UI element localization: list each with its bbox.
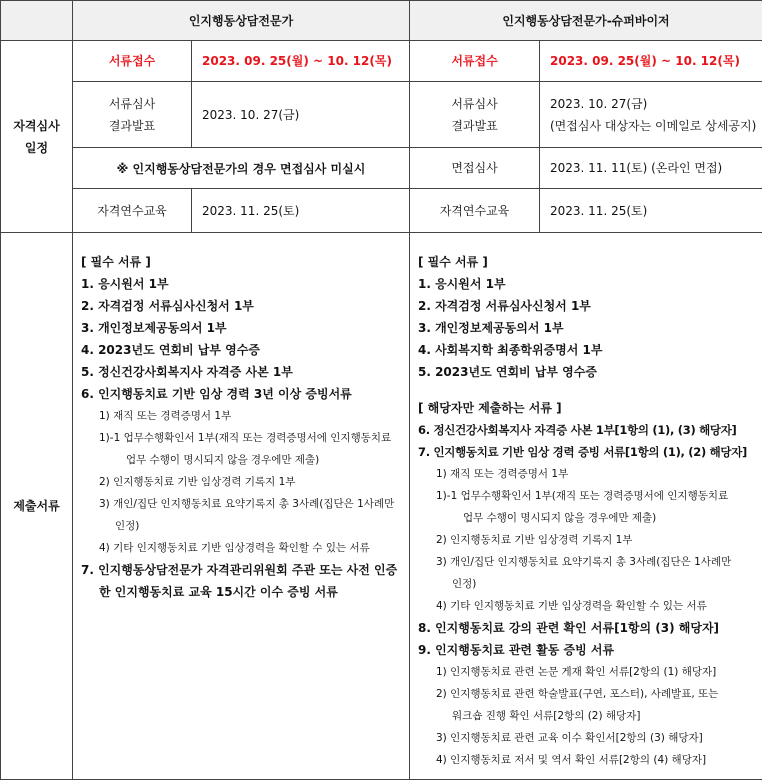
left-review-label-line2: 결과발표 [73,115,191,137]
documents-section-label: 제출서류 [1,233,73,780]
right-doc-subitem: 2) 인지행동치료 기반 임상경력 기록지 1부 [418,529,756,551]
right-review-result-value [540,82,762,148]
right-doc-item: 3. 개인정보제공동의서 1부 [418,317,756,339]
header-corner [1,1,73,41]
right-doc-subitem: 4) 인지행동치료 저서 및 역서 확인 서류[2항의 (4) 해당자] [418,749,756,771]
right-doc-subitem: 3) 개인/집단 인지행동치료 요약기록지 총 3사례(집단은 1사례만 [418,551,756,573]
left-doc-subitem: 1)-1 업무수행확인서 1부(재직 또는 경력증명서에 인지행동치료 [81,427,403,449]
header-col-specialist: 인지행동상담전문가 [73,1,410,41]
left-doc-item: 6. 인지행동치료 기반 임상 경력 3년 이상 증빙서류 [81,383,403,405]
right-doc-subitem: 4) 기타 인지행동치료 기반 임상경력을 확인할 수 있는 서류 [418,595,756,617]
left-doc-item: 2. 자격검정 서류심사신청서 1부 [81,295,403,317]
left-documents-cell [73,233,410,780]
right-conditional-heading: [ 해당자만 제출하는 서류 ] [418,397,756,419]
right-training-date: 2023. 11. 25(토) [540,189,762,233]
right-review-label-line2: 결과발표 [410,115,539,137]
left-doc-subitem: 4) 기타 인지행동치료 기반 임상경력을 확인할 수 있는 서류 [81,537,403,559]
left-review-label-line1: 서류심사 [73,93,191,115]
left-no-interview-note: ※ 인지행동상담전문가의 경우 면접심사 미실시 [73,148,410,189]
right-doc-subitem: 3) 인지행동치료 관련 교육 이수 확인서[2항의 (3) 해당자] [418,727,756,749]
left-doc-item: 4. 2023년도 연회비 납부 영수증 [81,339,403,361]
left-review-result-label [73,82,192,148]
left-doc-subitem-cont: 업무 수행이 명시되지 않을 경우에만 제출) [81,449,403,471]
right-doc-item-9: 9. 인지행동치료 관련 활동 증빙 서류 [418,639,756,661]
right-submission-label: 서류접수 [410,41,540,82]
left-doc-item: 5. 정신건강사회복지사 자격증 사본 1부 [81,361,403,383]
left-doc-item: 3. 개인정보제공동의서 1부 [81,317,403,339]
right-required-heading: [ 필수 서류 ] [418,251,756,273]
right-review-result-label [410,82,540,148]
right-doc-subitem-cont: 워크숍 진행 확인 서류[2항의 (2) 해당자] [418,705,756,727]
left-doc-item-7-cont: 한 인지행동치료 교육 15시간 이수 증빙 서류 [81,581,403,603]
left-doc-subitem: 3) 개인/집단 인지행동치료 요약기록지 총 3사례(집단은 1사례만 [81,493,403,515]
right-documents-cell [410,233,762,780]
right-doc-subitem-cont: 업무 수행이 명시되지 않을 경우에만 제출) [418,507,756,529]
left-training-date: 2023. 11. 25(토) [192,189,410,233]
schedule-section-label: 자격심사 일정 [1,41,73,233]
right-review-date: 2023. 10. 27(금) [550,93,762,115]
right-doc-item: 4. 사회복지학 최종학위증명서 1부 [418,339,756,361]
left-required-heading: [ 필수 서류 ] [81,251,403,273]
right-review-label-line1: 서류심사 [410,93,539,115]
right-doc-subitem-cont: 인정) [418,573,756,595]
right-review-email-note: (면접심사 대상자는 이메일로 상세공지) [550,115,762,137]
left-doc-subitem: 2) 인지행동치료 기반 임상경력 기록지 1부 [81,471,403,493]
left-doc-subitem-cont: 인정) [81,515,403,537]
left-doc-item-7: 7. 인지행동상담전문가 자격관리위원회 주관 또는 사전 인증 [81,559,403,581]
left-doc-subitem: 1) 재직 또는 경력증명서 1부 [81,405,403,427]
right-doc-subitem: 1) 재직 또는 경력증명서 1부 [418,463,756,485]
left-review-result-date: 2023. 10. 27(금) [192,82,410,148]
right-doc-item: 1. 응시원서 1부 [418,273,756,295]
right-doc-item-8: 8. 인지행동치료 강의 관련 확인 서류[1항의 (3) 해당자] [418,617,756,639]
right-doc-item-6: 6. 정신건강사회복지사 자격증 사본 1부[1항의 (1), (3) 해당자] [418,419,756,441]
right-training-label: 자격연수교육 [410,189,540,233]
left-training-label: 자격연수교육 [73,189,192,233]
spacer [418,383,756,397]
right-submission-date: 2023. 09. 25(월) ~ 10. 12(목) [540,41,762,82]
left-submission-date: 2023. 09. 25(월) ~ 10. 12(목) [192,41,410,82]
left-doc-item: 1. 응시원서 1부 [81,273,403,295]
right-interview-label: 면접심사 [410,148,540,189]
left-submission-label: 서류접수 [73,41,192,82]
right-doc-subitem: 1)-1 업무수행확인서 1부(재직 또는 경력증명서에 인지행동치료 [418,485,756,507]
right-interview-date: 2023. 11. 11(토) (온라인 면접) [540,148,762,189]
right-doc-item: 2. 자격검정 서류심사신청서 1부 [418,295,756,317]
right-doc-subitem: 1) 인지행동치료 관련 논문 게재 확인 서류[2항의 (1) 해당자] [418,661,756,683]
right-doc-item-7: 7. 인지행동치료 기반 임상 경력 증빙 서류[1항의 (1), (2) 해당자] [418,441,756,463]
header-col-supervisor: 인지행동상담전문가-슈퍼바이저 [410,1,762,41]
right-doc-item: 5. 2023년도 연회비 납부 영수증 [418,361,756,383]
right-doc-subitem: 2) 인지행동치료 관련 학술발표(구연, 포스터), 사례발표, 또는 [418,683,756,705]
